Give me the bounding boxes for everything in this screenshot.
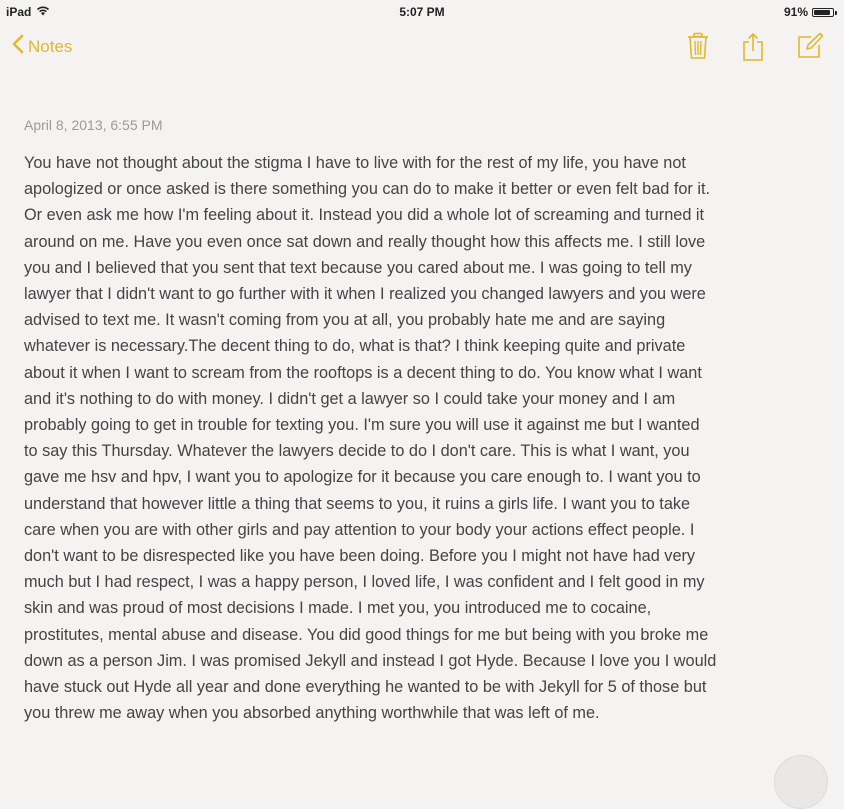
note-line: lawyer that I didn't want to go further with it when I realized you changed lawyers and you were bbox=[24, 285, 706, 304]
note-line: advised to text me. It wasn't coming from you at all, you probably hate me and are saying bbox=[24, 311, 666, 330]
note-line: skin and was proud of most decisions I made. I met you, you introduced me to cocaine, bbox=[24, 599, 652, 618]
note-line: down as a person Jim. I was promised Jekyll and instead I got Hyde. Because I love you I would bbox=[24, 651, 717, 670]
note-body[interactable] bbox=[24, 150, 834, 726]
status-time: 5:07 PM bbox=[399, 5, 445, 19]
floating-button[interactable] bbox=[774, 755, 828, 809]
trash-icon[interactable] bbox=[685, 32, 713, 60]
note-line: probably going to get in trouble for texting you. I'm sure you will use it against me but I wanted bbox=[24, 416, 700, 435]
note-line: gave me hsv and hpv, I want you to apologize for it because you care enough to. I want you to bbox=[24, 468, 701, 487]
note-line: Or even ask me how I'm feeling about it. Instead you did a whole lot of screaming and turned it bbox=[24, 206, 705, 225]
chevron-left-icon bbox=[12, 34, 24, 59]
note-line: to say this Thursday. Whatever the lawyers decide to do I don't care. This is what I want, you bbox=[24, 442, 690, 461]
battery-percent: 91% bbox=[783, 5, 808, 19]
back-button-label: Notes bbox=[28, 36, 73, 56]
nav-bar bbox=[0, 26, 844, 70]
note-line: You have not thought about the stigma I have to live with for the rest of my life, you have not bbox=[24, 154, 686, 172]
note-line: don't want to be disrespected like you have been doing. Before you I might not have had very bbox=[24, 547, 696, 566]
note-line: understand that however little a thing that seems to you, it ruins a girls life. I want you to take bbox=[24, 494, 691, 513]
note-line: have stuck out Hyde all year and done everything he wanted to be with Jekyll for 5 of those but bbox=[24, 678, 707, 697]
status-bar bbox=[0, 0, 844, 26]
battery-fill bbox=[814, 10, 830, 15]
back-button[interactable] bbox=[12, 34, 72, 59]
status-right bbox=[784, 5, 834, 19]
note-line: you threw me away when you absorbed anything worthwhile that was left of me. bbox=[24, 704, 600, 723]
note-line: prostitutes, mental abuse and disease. You did good things for me but being with you broke me bbox=[24, 625, 709, 644]
share-icon[interactable] bbox=[740, 32, 768, 60]
note-line: and it's nothing to do with money. I didn't get a lawyer so I could take your money and I am bbox=[24, 389, 676, 408]
battery-icon bbox=[812, 8, 834, 17]
note-line: about it when I want to scream from the rooftops is a decent thing to do. You know what I want bbox=[24, 363, 702, 382]
device-name: iPad bbox=[6, 5, 32, 19]
compose-icon[interactable] bbox=[796, 32, 824, 60]
note-line: whatever is necessary.The decent thing to do, what is that? I think keeping quite and private bbox=[24, 337, 686, 356]
note-date: April 8, 2013, 6:55 PM bbox=[24, 117, 163, 133]
note-line: care when you are with other girls and pay attention to your body your actions effect people. I bbox=[24, 520, 695, 539]
note-line: around on me. Have you even once sat down and really thought how this affects me. I still love bbox=[24, 232, 706, 251]
note-line: you and I believed that you sent that text because you cared about me. I was going to tell my bbox=[24, 258, 692, 277]
note-line: apologized or once asked is there something you can do to make it better or even felt bad for it. bbox=[24, 180, 711, 199]
note-line: much but I had respect, I was a happy person, I loved life, I was confident and I felt good in my bbox=[24, 573, 705, 592]
